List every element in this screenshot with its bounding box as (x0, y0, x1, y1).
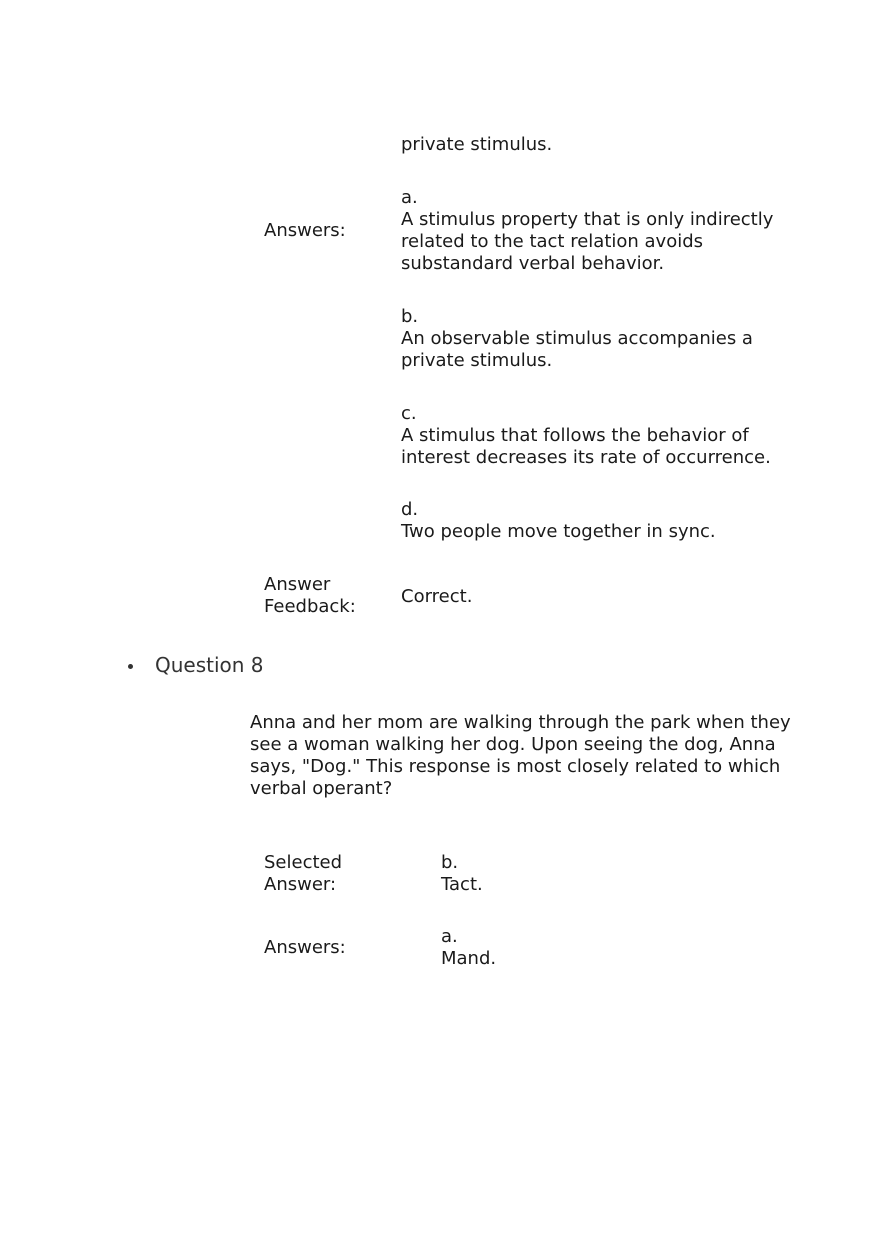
option-text: A stimulus that follows the behavior of interest decreases its rate of occurrence. (401, 425, 771, 468)
option-letter: b. (441, 852, 459, 873)
answer-feedback-value: Correct. (401, 586, 473, 607)
option-text: Tact. (441, 874, 483, 895)
answers-label: Answers: (264, 937, 346, 958)
answer-option-a (401, 187, 801, 275)
option-text: An observable stimulus accompanies a private stimulus. (401, 328, 753, 371)
option-letter: a. (401, 187, 418, 208)
answer-option-c (401, 403, 801, 469)
option-letter: c. (401, 403, 417, 424)
answer-option-b (401, 306, 801, 372)
option-letter: a. (441, 926, 458, 947)
option-text: Mand. (441, 948, 497, 969)
answer-feedback-label: Answer Feedback: (264, 574, 356, 617)
bullet-icon (128, 664, 133, 669)
answers-label: Answers: (264, 220, 346, 241)
question-text: Anna and her mom are walking through the park when they see a woman walking her dog. Upon seeing the dog, Anna says, "Dog." This response is most closely related to which verbal operant? (250, 712, 791, 799)
option-text: A stimulus property that is only indirectly related to the tact relation avoids substandard verbal behavior. (401, 209, 774, 274)
selected-answer-text-tail: private stimulus. (401, 134, 553, 155)
option-letter: b. (401, 306, 419, 327)
answer-option-d (401, 499, 801, 543)
option-text: Two people move together in sync. (401, 521, 716, 542)
option-letter: d. (401, 499, 419, 520)
answer-option-a (441, 926, 496, 970)
selected-answer (441, 852, 483, 896)
selected-answer-label: Selected Answer: (264, 852, 343, 895)
question-title: Question 8 (155, 653, 264, 677)
